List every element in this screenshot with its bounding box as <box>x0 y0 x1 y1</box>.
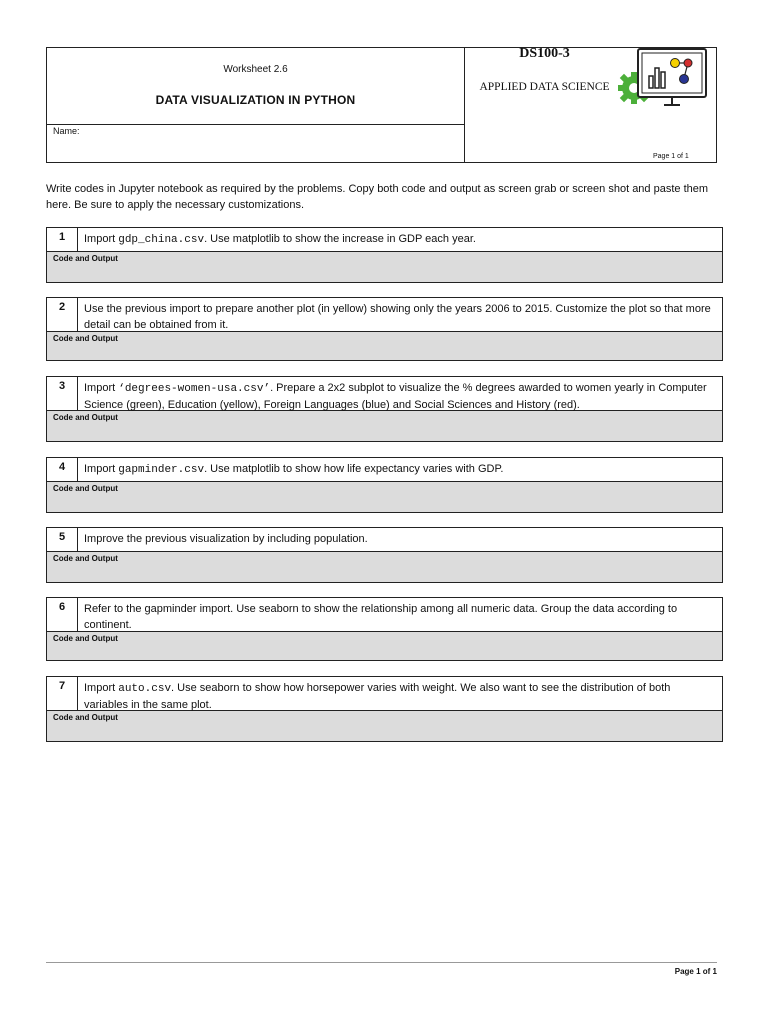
code-output-label: Code and Output <box>53 413 118 422</box>
question-prompt-row <box>47 458 722 482</box>
worksheet-title: DATA VISUALIZATION IN PYTHON <box>155 93 356 107</box>
monitor-icon <box>638 49 706 105</box>
question-number: 1 <box>47 228 78 251</box>
course-code: DS100-3 <box>519 46 570 61</box>
name-label: Name: <box>53 126 80 136</box>
filename: gdp_china.csv <box>118 234 205 246</box>
title-cell <box>47 48 464 125</box>
footer-divider <box>46 962 717 963</box>
code-output-label: Code and Output <box>53 334 118 343</box>
question-text: Import gdp_china.csv. Use matplotlib to show the increase in GDP each year. <box>84 233 476 246</box>
question-number: 7 <box>47 677 78 710</box>
question-number: 3 <box>47 377 78 410</box>
question-number: 6 <box>47 598 78 631</box>
filename: gapminder.csv <box>118 464 205 476</box>
question-2 <box>46 297 723 361</box>
header-left-panel <box>47 48 465 162</box>
question-prompt-row <box>47 298 722 332</box>
course-name: APPLIED DATA SCIENCE <box>479 81 610 93</box>
instructions: Write codes in Jupyter notebook as required by the problems. Copy both code and output as screen grab or screen shot and paste them here. Be sure to apply the necessary customizations. <box>46 183 709 211</box>
question-prompt-row <box>47 377 722 411</box>
code-output-label: Code and Output <box>53 713 118 722</box>
question-number: 5 <box>47 528 78 551</box>
data-science-monitor-gear-icon <box>618 46 710 114</box>
question-text: Import gapminder.csv. Use matplotlib to show how life expectancy varies with GDP. <box>84 463 504 476</box>
question-3 <box>46 376 723 442</box>
code-output-area[interactable] <box>47 482 722 512</box>
question-prompt-row <box>47 528 722 552</box>
question-prompt-row <box>47 598 722 632</box>
question-text: Refer to the gapminder import. Use seaborn to show the relationship among all numeric data. Group the data according to continent. <box>84 603 678 631</box>
code-output-area[interactable] <box>47 711 722 741</box>
question-4 <box>46 457 723 513</box>
code-output-label: Code and Output <box>53 634 118 643</box>
worksheet-header <box>46 47 717 163</box>
code-output-area[interactable] <box>47 332 722 360</box>
code-output-area[interactable] <box>47 552 722 582</box>
question-5 <box>46 527 723 583</box>
question-6 <box>46 597 723 661</box>
question-text: Import ‘degrees-women-usa.csv’. Prepare a 2x2 subplot to visualize the % degrees awarded to women yearly in Computer Science (green), Education (yellow), Foreign Languages (blue) and Social Sciences and History (red). <box>84 382 707 411</box>
code-output-label: Code and Output <box>53 254 118 263</box>
code-output-area[interactable] <box>47 632 722 660</box>
footer-page-number: Page 1 of 1 <box>674 967 717 976</box>
question-text: Import auto.csv. Use seaborn to show how horsepower varies with weight. We also want to see the distribution of both variables in the same plot. <box>84 682 671 711</box>
question-7 <box>46 676 723 742</box>
question-number: 4 <box>47 458 78 481</box>
worksheet-number: Worksheet 2.6 <box>223 64 288 75</box>
filename: ‘degrees-women-usa.csv’ <box>118 383 271 395</box>
code-output-area[interactable] <box>47 411 722 441</box>
question-1 <box>46 227 723 283</box>
header-page-number: Page 1 of 1 <box>653 153 689 160</box>
code-output-label: Code and Output <box>53 484 118 493</box>
question-text: Use the previous import to prepare another plot (in yellow) showing only the years 2006 to 2015. Customize the plot so that more detail can be obtained from it. <box>84 303 711 331</box>
question-prompt-row <box>47 677 722 711</box>
question-number: 2 <box>47 298 78 331</box>
question-text: Improve the previous visualization by including population. <box>84 533 368 545</box>
code-output-label: Code and Output <box>53 554 118 563</box>
question-prompt-row <box>47 228 722 252</box>
filename: auto.csv <box>118 683 172 695</box>
code-output-area[interactable] <box>47 252 722 282</box>
